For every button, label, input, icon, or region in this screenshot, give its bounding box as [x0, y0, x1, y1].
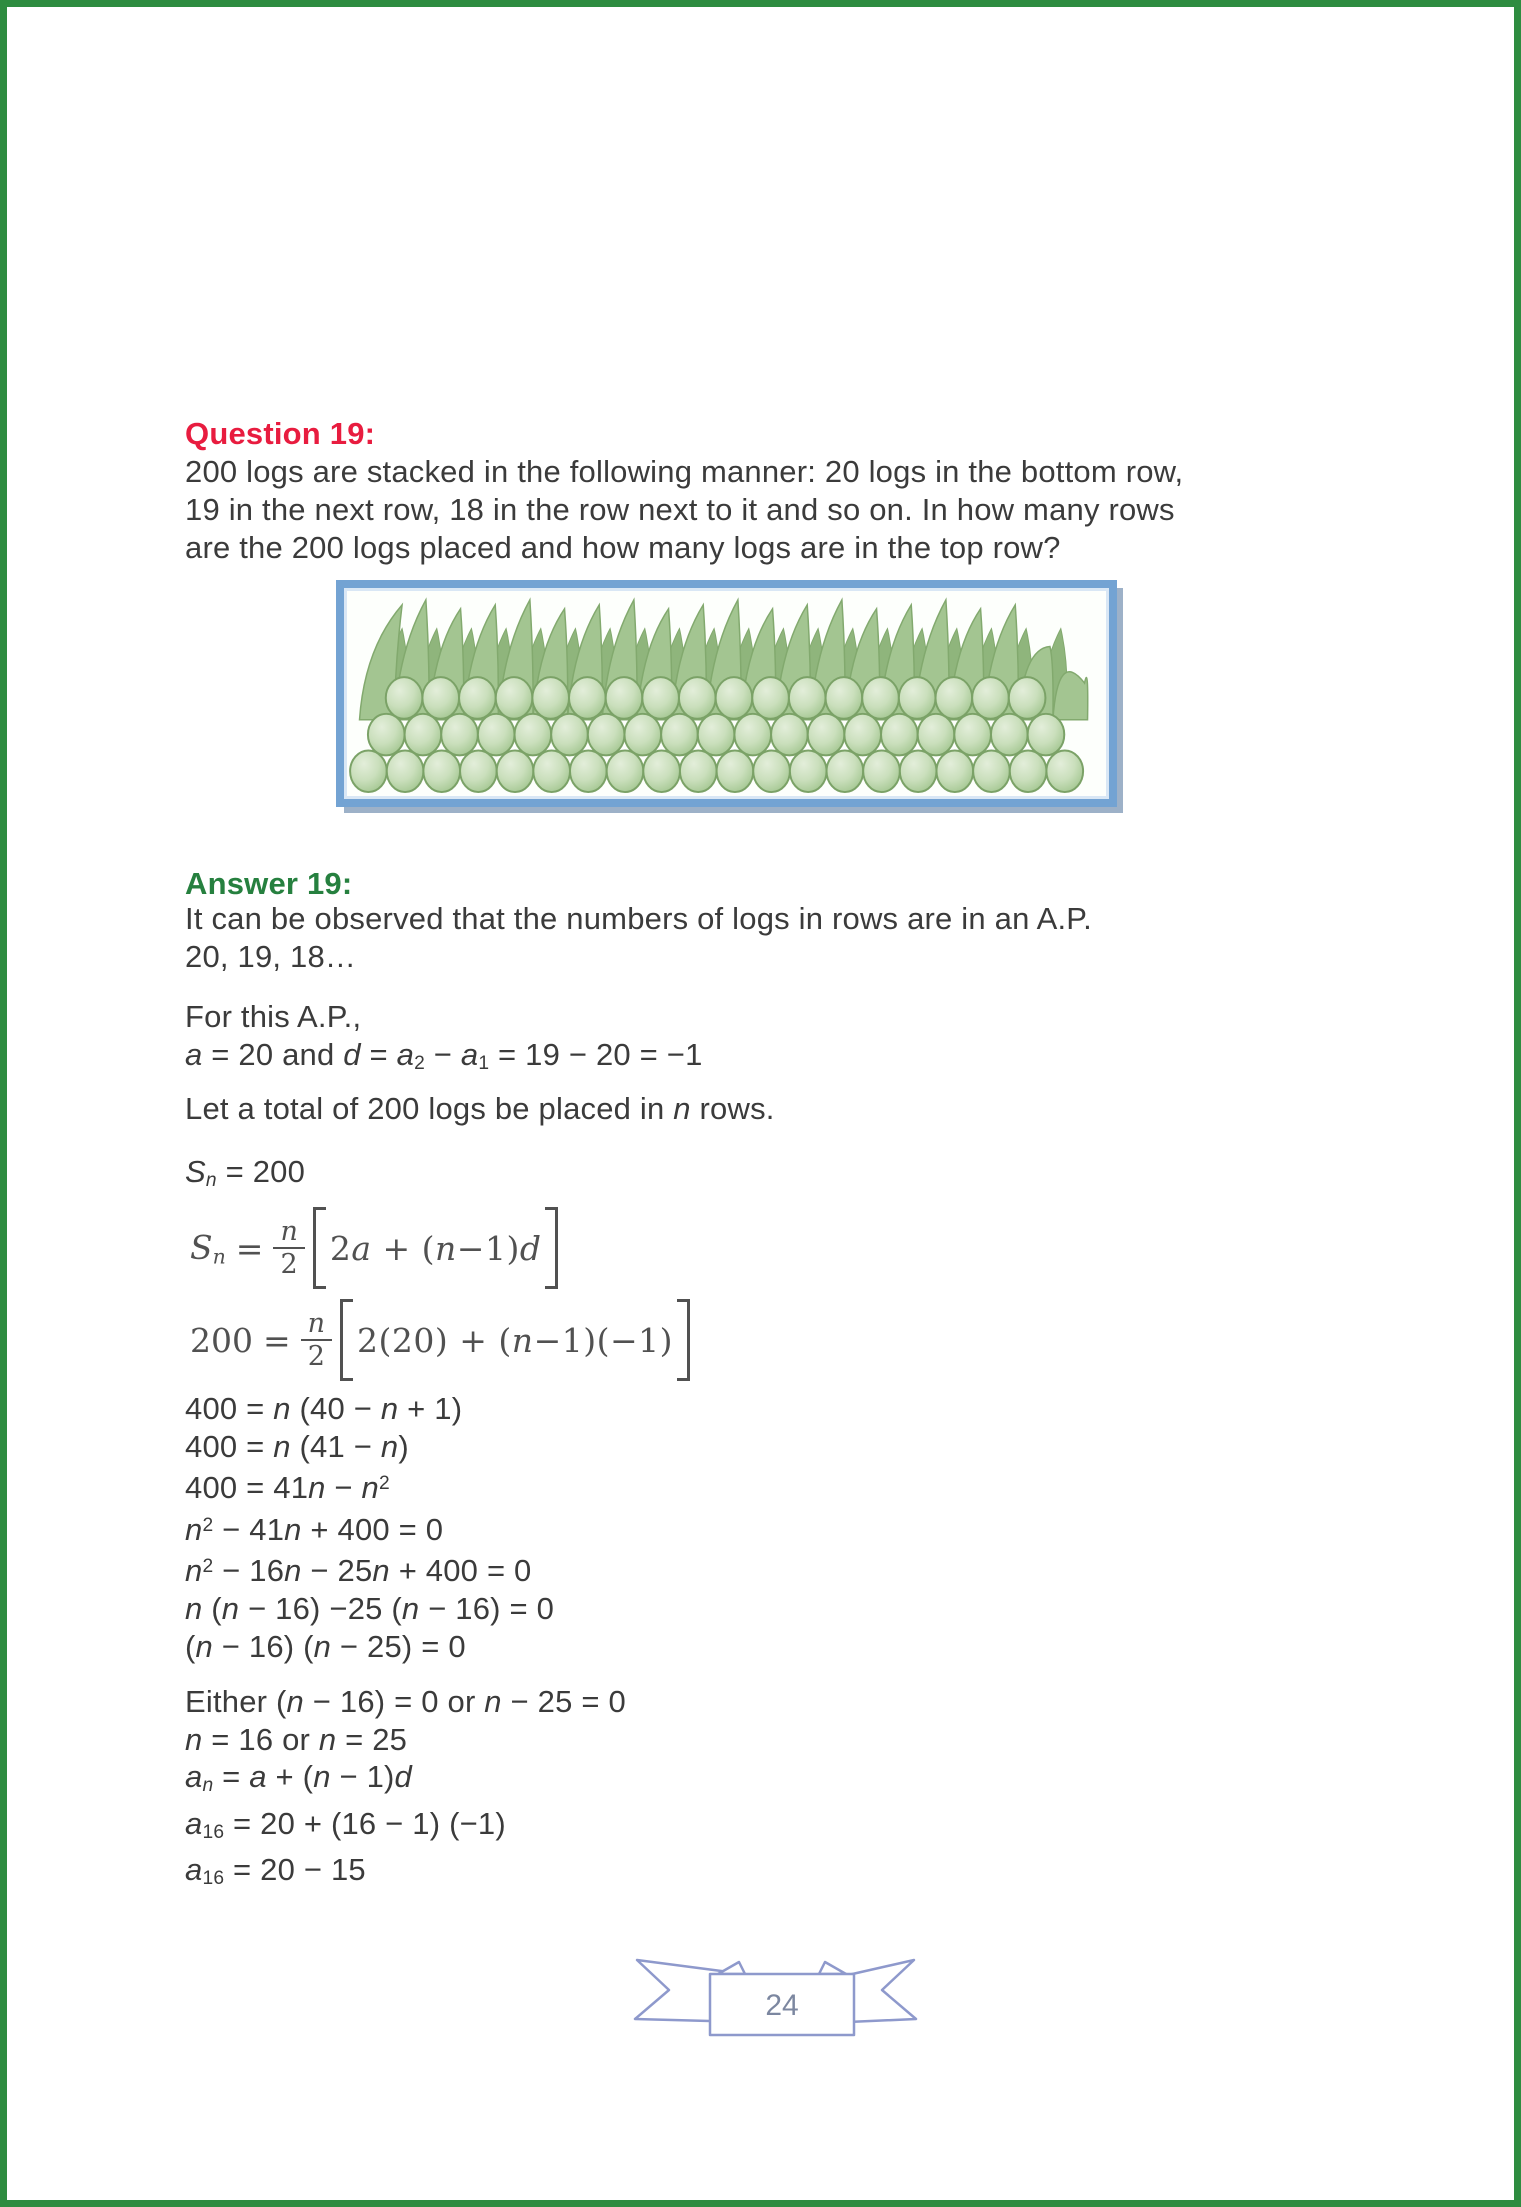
right-bracket: [545, 1207, 558, 1289]
answer-ap: [185, 998, 703, 1083]
formula-body: 2(20) + (n−1)(−1): [357, 1320, 673, 1360]
ribbon-right-tail: [848, 1960, 916, 2022]
fraction: [301, 1309, 332, 1371]
left-bracket: [313, 1207, 326, 1289]
step-line: 400 = n (40 − n + 1): [185, 1391, 463, 1426]
page-number-ribbon: [623, 1949, 928, 2044]
equals-sign: =: [263, 1320, 291, 1360]
formula-body: 2a + (n−1)d: [329, 1228, 542, 1268]
right-bracket: [677, 1299, 690, 1381]
answer-title: Answer 19:: [185, 866, 353, 901]
question-text-line: 200 logs are stacked in the following manner: 20 logs in the bottom row,: [185, 454, 1184, 489]
stacked-logs-svg: [345, 589, 1108, 798]
stacked-logs-figure: [336, 580, 1117, 807]
answer-line: 20, 19, 18…: [185, 939, 357, 974]
step-line: 400 = n (41 − n): [185, 1428, 409, 1464]
left-bracket: [340, 1299, 353, 1381]
fraction-numerator: n: [273, 1217, 304, 1249]
answer-steps: [185, 1390, 554, 1665]
fraction: [273, 1217, 304, 1279]
formula-sum-general: [190, 1207, 558, 1289]
answer-sn-line: [185, 1153, 305, 1200]
question-text-line: are the 200 logs placed and how many logs are in the top row?: [185, 530, 1061, 565]
answer-line: a = 20 and d = a2 − a1 = 19 − 20 = −1: [185, 1037, 703, 1075]
conclusion-line: a16 = 20 − 15: [185, 1852, 366, 1890]
answer-intro: [185, 900, 1092, 976]
fraction-denominator: 2: [307, 1341, 325, 1372]
question-text-line: 19 in the next row, 18 in the row next to it and so on. In how many rows: [185, 492, 1175, 527]
formula-sum-substituted: [190, 1299, 690, 1381]
answer-line: For this A.P.,: [185, 999, 362, 1034]
ribbon-right-fold: [819, 1962, 846, 1974]
question-text: [185, 453, 1183, 567]
answer-line: Let a total of 200 logs be placed in n rows.: [185, 1091, 775, 1126]
step-line: (n − 16) (n − 25) = 0: [185, 1628, 466, 1664]
conclusion-line: a16 = 20 + (16 − 1) (−1): [185, 1805, 506, 1843]
conclusion-line: n = 16 or n = 25: [185, 1721, 408, 1757]
step-line: n (n − 16) −25 (n − 16) = 0: [185, 1591, 555, 1627]
fraction-numerator: n: [301, 1309, 332, 1341]
formula-lhs: Sn: [190, 1227, 226, 1269]
answer-let-line: [185, 1090, 775, 1128]
step-line: $n^2 - 41n + 400 = 0$: [185, 1511, 444, 1547]
step-line: $400 = 41n - n^2$: [185, 1470, 390, 1506]
conclusion-line: Either (n − 16) = 0 or n − 25 = 0: [185, 1684, 626, 1719]
equals-sign: =: [235, 1228, 264, 1268]
answer-conclusion: [185, 1683, 626, 1898]
answer-line: Sn = 200: [185, 1154, 306, 1192]
ribbon-left-fold: [718, 1962, 745, 1974]
page-number: 24: [765, 1989, 799, 2022]
answer-line: It can be observed that the numbers of logs in rows are in an A.P.: [185, 901, 1092, 936]
formula-lhs: 200: [190, 1320, 253, 1360]
conclusion-line: an = a + (n − 1)d: [185, 1759, 412, 1797]
question-title: Question 19:: [185, 416, 376, 451]
fraction-denominator: 2: [280, 1249, 298, 1280]
step-line: $n^2 - 16n - 25n + 400 = 0$: [185, 1553, 532, 1589]
